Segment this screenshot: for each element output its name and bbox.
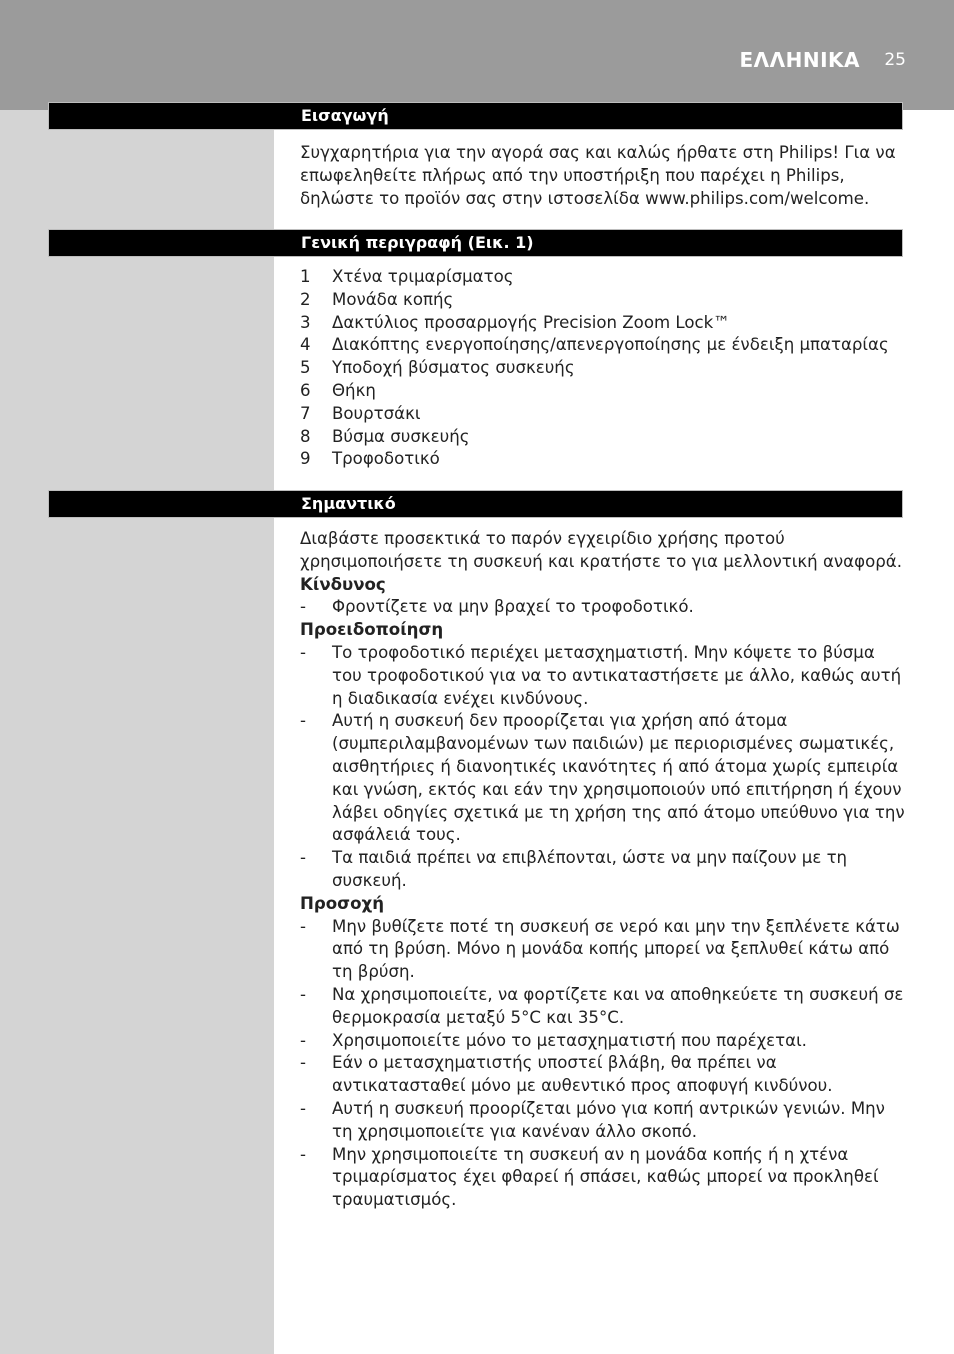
item-text: Βύσμα συσκευής xyxy=(332,426,470,446)
danger-list xyxy=(300,596,906,619)
list-item xyxy=(300,916,906,984)
bullet-dash: - xyxy=(300,1053,306,1073)
page-header xyxy=(0,0,954,110)
list-item xyxy=(300,403,906,426)
item-text: Μην χρησιμοποιείτε τη συσκευή αν η μονάδα κοπής ή η χτένα τριμαρίσματος έχει φθαρεί ή σπάσει, καθώς μπορεί να προκληθεί τραυματισμός. xyxy=(332,1144,879,1210)
list-item xyxy=(300,642,906,710)
bullet-dash: - xyxy=(300,597,306,617)
list-item xyxy=(300,426,906,449)
language-label: ΕΛΛΗΝΙΚΑ xyxy=(739,48,860,72)
item-number: 3 xyxy=(300,312,311,332)
item-text: Εάν ο μετασχηματιστής υποστεί βλάβη, θα πρέπει να αντικατασταθεί μόνο με αυθεντικό προς αποφυγή κινδύνου. xyxy=(332,1053,833,1096)
list-item xyxy=(300,1030,906,1053)
warning-heading: Προειδοποίηση xyxy=(300,620,444,640)
warning-list xyxy=(300,642,906,893)
important-section xyxy=(300,528,906,1212)
item-text: Να χρησιμοποιείτε, να φορτίζετε και να αποθηκεύετε τη συσκευή σε θερμοκρασία μεταξύ 5°C και 35°C. xyxy=(332,984,904,1027)
section-header-description xyxy=(48,229,903,257)
list-item xyxy=(300,380,906,403)
list-item xyxy=(300,1098,906,1144)
bullet-dash: - xyxy=(300,1030,306,1050)
list-item xyxy=(300,289,906,312)
bullet-dash: - xyxy=(300,642,306,662)
item-number: 1 xyxy=(300,267,311,286)
list-item xyxy=(300,984,906,1030)
intro-section xyxy=(300,142,906,210)
section-header-important xyxy=(48,490,903,518)
bullet-dash: - xyxy=(300,711,306,731)
item-text: Χτένα τριμαρίσματος xyxy=(332,267,514,286)
bullet-dash: - xyxy=(300,1098,306,1118)
item-number: 6 xyxy=(300,380,311,400)
description-section xyxy=(300,266,906,471)
caution-heading: Προσοχή xyxy=(300,893,385,913)
list-item xyxy=(300,1144,906,1212)
list-item xyxy=(300,596,906,619)
item-text: Βουρτσάκι xyxy=(332,403,421,423)
item-text: Το τροφοδοτικό περιέχει μετασχηματιστή. Μην κόψετε το βύσμα του τροφοδοτικού για να το αντικαταστήσετε με άλλο, καθώς αυτή η διαδικασία ενέχει κινδύνους. xyxy=(332,642,902,708)
section-title: Γενική περιγραφή (Εικ. 1) xyxy=(301,233,534,252)
section-header-intro xyxy=(48,102,903,130)
item-number: 4 xyxy=(300,335,311,355)
item-text: Χρησιμοποιείτε μόνο το μετασχηματιστή που παρέχεται. xyxy=(332,1030,807,1050)
item-text: Μονάδα κοπής xyxy=(332,289,454,309)
list-item xyxy=(300,334,906,357)
item-text: Υποδοχή βύσματος συσκευής xyxy=(332,358,575,378)
item-text: Δακτύλιος προσαρμογής Precision Zoom Lock™ xyxy=(332,312,730,332)
list-item xyxy=(300,710,906,847)
page-number: 25 xyxy=(884,50,906,70)
item-number: 9 xyxy=(300,449,311,469)
list-item xyxy=(300,357,906,380)
intro-paragraph: Συγχαρητήρια για την αγορά σας και καλώς ήρθατε στη Philips! Για να επωφεληθείτε πλήρως από την υποστήριξη που παρέχει η Philips, δηλώστε το προϊόν σας στην ιστοσελίδα www.philips.com/welcome. xyxy=(300,143,896,208)
parts-list xyxy=(300,266,906,471)
section-title: Σημαντικό xyxy=(301,494,396,513)
item-text: Μην βυθίζετε ποτέ τη συσκευή σε νερό και μην την ξεπλένετε κάτω από τη βρύση. Μόνο η μονάδα κοπής μπορεί να ξεπλυθεί κάτω από τη βρύση. xyxy=(332,916,900,982)
list-item xyxy=(300,1052,906,1098)
bullet-dash: - xyxy=(300,848,306,868)
list-item xyxy=(300,312,906,335)
item-text: Τροφοδοτικό xyxy=(332,449,440,469)
item-text: Αυτή η συσκευή προορίζεται μόνο για κοπή αντρικών γενιών. Μην τη χρησιμοποιείτε για κανέναν άλλο σκοπό. xyxy=(332,1098,885,1141)
item-text: Διακόπτης ενεργοποίησης/απενεργοποίησης με ένδειξη μπαταρίας xyxy=(332,335,889,355)
item-number: 5 xyxy=(300,358,311,378)
item-number: 7 xyxy=(300,403,311,423)
important-intro: Διαβάστε προσεκτικά το παρόν εγχειρίδιο χρήσης προτού χρησιμοποιήσετε τη συσκευή και κρατήστε το για μελλοντική αναφορά. xyxy=(300,529,902,571)
bullet-dash: - xyxy=(300,1144,306,1164)
danger-heading: Κίνδυνος xyxy=(300,574,386,594)
caution-list xyxy=(300,916,906,1212)
left-margin-panel xyxy=(0,110,274,1354)
item-number: 8 xyxy=(300,426,311,446)
item-text: Τα παιδιά πρέπει να επιβλέπονται, ώστε να μην παίζουν με τη συσκευή. xyxy=(332,848,848,890)
item-number: 2 xyxy=(300,289,311,309)
section-title: Εισαγωγή xyxy=(301,106,389,125)
item-text: Θήκη xyxy=(332,380,376,400)
item-text: Αυτή η συσκευή δεν προορίζεται για χρήση από άτομα (συμπεριλαμβανομένων των παιδιών) με περιορισμένες σωματικές, αισθητήριες ή διανοητικές ικανότητες ή από άτομα χωρίς εμπειρία και γνώση, εκτός και εάν την χρησιμοποιούν υπό επιτήρηση ή έχουν λάβει οδηγίες σχετικά με τη χρήση της από άτομο υπεύθυνο για την ασφάλειά τους. xyxy=(332,711,905,845)
list-item xyxy=(300,847,906,893)
list-item xyxy=(300,448,906,471)
bullet-dash: - xyxy=(300,916,306,936)
item-text: Φροντίζετε να μην βραχεί το τροφοδοτικό. xyxy=(332,597,694,617)
bullet-dash: - xyxy=(300,984,306,1004)
list-item xyxy=(300,266,906,289)
